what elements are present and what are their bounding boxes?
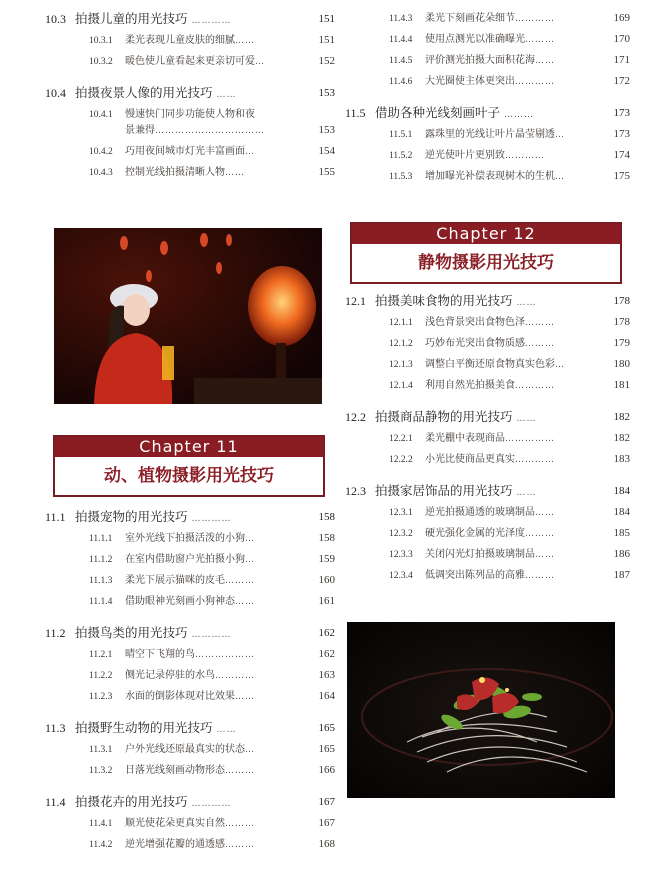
toc-subsection-entry — [45, 51, 335, 72]
subsection-number: 12.1.1 — [389, 318, 413, 328]
leader-dots: ……… — [525, 35, 555, 45]
subsection-number: 11.3.2 — [89, 766, 113, 776]
page-number: 173 — [613, 107, 630, 119]
page-number: 153 — [318, 87, 335, 99]
page-number: 153 — [318, 124, 335, 136]
toc-subsection-entry — [45, 30, 335, 51]
leader-dots: ………… — [215, 671, 255, 681]
toc-subsection-entry — [45, 104, 335, 141]
subsection-number: 11.1.4 — [89, 597, 113, 607]
page-number: 178 — [613, 295, 630, 307]
toc-subsection-entry — [345, 8, 630, 29]
page-number: 158 — [318, 532, 335, 544]
toc-section-entry — [45, 717, 335, 739]
leader-dots: ………… — [515, 77, 555, 87]
leader-dots: ………… — [515, 455, 555, 465]
subsection-title: 在室内借助窗户光拍摄小狗 — [125, 554, 245, 565]
leader-dots: ……… — [525, 529, 555, 539]
toc-subsection-entry — [45, 570, 335, 591]
subsection-number: 11.4.1 — [89, 819, 113, 829]
page-number: 165 — [318, 743, 335, 755]
section-gap — [45, 612, 335, 622]
subsection-number: 12.1.4 — [389, 381, 413, 391]
subsection-number: 10.4.3 — [89, 168, 113, 178]
toc-subsection-entry — [45, 813, 335, 834]
section-number: 11.4 — [45, 795, 66, 809]
page-number: 167 — [318, 796, 335, 808]
subsection-number: 12.3.2 — [389, 529, 413, 539]
toc-subsection-entry — [345, 523, 630, 544]
subsection-number: 10.4.1 — [89, 110, 113, 120]
page-number: 182 — [613, 411, 630, 423]
toc-subsection-entry — [45, 528, 335, 549]
section-number: 11.1 — [45, 510, 66, 524]
leader-dots: ……… — [525, 571, 555, 581]
section-title: 拍摄儿童的用光技巧 — [75, 11, 188, 26]
subsection-number: 12.1.2 — [389, 339, 413, 349]
leader-dots: ………… — [191, 630, 232, 640]
toc-subsection-entry — [45, 834, 335, 855]
page-number: 180 — [613, 358, 630, 370]
leader-dots: … — [245, 147, 255, 157]
subsection-title: 小光比使商品更真实 — [425, 454, 515, 465]
toc-section-entry — [345, 406, 630, 428]
toc-left-bottom-list — [45, 506, 335, 855]
subsection-title: 晴空下飞翔的鸟 — [125, 649, 195, 660]
section-title: 拍摄商品静物的用光技巧 — [375, 409, 513, 424]
leader-dots: ……… — [225, 766, 255, 776]
subsection-title: 控制光线拍摄清晰人物 — [125, 167, 225, 178]
section-title: 拍摄家居饰品的用光技巧 — [375, 483, 513, 498]
subsection-number: 12.2.2 — [389, 455, 413, 465]
toc-section-entry — [45, 622, 335, 644]
toc-subsection-entry — [345, 312, 630, 333]
leader-dots: …… — [535, 56, 555, 66]
leader-dots: ……… — [525, 318, 555, 328]
subsection-title: 水面的倒影体现对比效果 — [125, 691, 235, 702]
page-number: 186 — [613, 548, 630, 560]
page-number: 154 — [318, 145, 335, 157]
page-number: 151 — [318, 13, 335, 25]
leader-dots: …… — [225, 168, 245, 178]
leader-dots: …… — [516, 488, 537, 498]
subsection-title: 调整白平衡还原食物真实色彩 — [425, 359, 555, 370]
toc-subsection-entry — [345, 565, 630, 586]
leader-dots: ………… — [191, 799, 232, 809]
toc-left-top-list — [45, 8, 335, 183]
leader-dots: ………… — [515, 381, 555, 391]
toc-subsection-entry — [45, 760, 335, 781]
subsection-number: 11.2.3 — [89, 692, 113, 702]
page-number: 178 — [613, 316, 630, 328]
subsection-number: 11.1.1 — [89, 534, 113, 544]
toc-section-entry — [345, 480, 630, 502]
page-number: 173 — [613, 128, 630, 140]
subsection-title: 露珠里的光线让叶片晶莹剔透 — [425, 129, 555, 140]
page-number: 158 — [318, 511, 335, 523]
subsection-number: 11.3.1 — [89, 745, 113, 755]
subsection-title: 柔光下刻画花朵细节 — [425, 13, 515, 24]
night-portrait-photo — [54, 228, 322, 404]
toc-subsection-entry — [45, 739, 335, 760]
toc-subsection-entry — [345, 124, 630, 145]
toc-subsection-entry — [345, 50, 630, 71]
subsection-title: 室外光线下拍摄活泼的小狗 — [125, 533, 245, 544]
toc-subsection-entry — [345, 375, 630, 396]
subsection-title: 柔光棚中表现商品 — [425, 433, 505, 444]
section-title: 拍摄美味食物的用光技巧 — [375, 293, 513, 308]
subsection-title: 巧妙布光突出食物质感 — [425, 338, 525, 349]
subsection-number: 11.5.2 — [389, 151, 413, 161]
subsection-number: 11.2.2 — [89, 671, 113, 681]
subsection-title: 侧光记录停驻的水鸟 — [125, 670, 215, 681]
subsection-title: 柔光表现儿童皮肤的细腻 — [125, 35, 235, 46]
chapter-12-title: 静物摄影用光技巧 — [418, 253, 554, 273]
section-number: 12.1 — [345, 294, 366, 308]
page-number: 159 — [318, 553, 335, 565]
subsection-number: 11.5.3 — [389, 172, 413, 182]
subsection-number: 11.4.5 — [389, 56, 413, 66]
subsection-title: 低调突出陈列品的高雅 — [425, 570, 525, 581]
section-title: 拍摄宠物的用光技巧 — [75, 509, 188, 524]
leader-dots: …………………………… — [155, 126, 265, 136]
toc-section-entry — [345, 290, 630, 312]
leader-dots: …………… — [505, 434, 555, 444]
toc-subsection-entry — [345, 354, 630, 375]
section-number: 10.4 — [45, 86, 66, 100]
page-number: 171 — [613, 54, 630, 66]
section-title: 拍摄花卉的用光技巧 — [75, 794, 188, 809]
leader-dots: … — [555, 360, 565, 370]
page-number: 155 — [318, 166, 335, 178]
subsection-number: 11.5.1 — [389, 130, 413, 140]
section-gap — [45, 781, 335, 791]
toc-subsection-entry — [45, 591, 335, 612]
subsection-number: 12.3.3 — [389, 550, 413, 560]
subsection-title: 使用点测光以准确曝光 — [425, 34, 525, 45]
leader-dots: …… — [516, 414, 537, 424]
subsection-number: 12.1.3 — [389, 360, 413, 370]
page-number: 162 — [318, 627, 335, 639]
page-number: 163 — [318, 669, 335, 681]
page-number: 162 — [318, 648, 335, 660]
leader-dots: …… — [216, 90, 237, 100]
toc-subsection-entry — [45, 686, 335, 707]
subsection-number: 12.3.1 — [389, 508, 413, 518]
subsection-number: 11.4.2 — [89, 840, 113, 850]
toc-section-entry — [45, 82, 335, 104]
leader-dots: …… — [516, 298, 537, 308]
leader-dots: …… — [216, 725, 237, 735]
subsection-title: 柔光下展示猫咪的皮毛 — [125, 575, 225, 586]
chapter-11-banner — [53, 435, 325, 497]
page-number: 172 — [613, 75, 630, 87]
page-number: 164 — [318, 690, 335, 702]
page-number: 181 — [613, 379, 630, 391]
section-gap — [345, 92, 630, 102]
page-number: 184 — [613, 506, 630, 518]
subsection-title: 评价测光拍摄大面积花海 — [425, 55, 535, 66]
page-number: 167 — [318, 817, 335, 829]
page-number: 152 — [318, 55, 335, 67]
page-number: 185 — [613, 527, 630, 539]
toc-subsection-entry — [45, 162, 335, 183]
subsection-number: 10.3.2 — [89, 57, 113, 67]
toc-subsection-entry — [345, 502, 630, 523]
leader-dots: … — [555, 172, 565, 182]
subsection-number: 12.2.1 — [389, 434, 413, 444]
toc-subsection-entry — [45, 665, 335, 686]
page-number: 174 — [613, 149, 630, 161]
section-number: 12.3 — [345, 484, 366, 498]
leader-dots: …… — [235, 692, 255, 702]
food-dish-photo — [347, 622, 615, 798]
chapter-12-label: Chapter 12 — [352, 224, 620, 244]
leader-dots: … — [245, 555, 255, 565]
section-gap — [45, 72, 335, 82]
leader-dots: ………… — [191, 514, 232, 524]
leader-dots: ……… — [225, 819, 255, 829]
toc-section-entry — [45, 506, 335, 528]
chapter-12-banner — [350, 222, 622, 284]
page-number: 166 — [318, 764, 335, 776]
leader-dots: …… — [535, 550, 555, 560]
page-number: 179 — [613, 337, 630, 349]
page-number: 151 — [318, 34, 335, 46]
subsection-number: 11.2.1 — [89, 650, 113, 660]
section-number: 10.3 — [45, 12, 66, 26]
page-number: 182 — [613, 432, 630, 444]
toc-section-entry — [345, 102, 630, 124]
subsection-title: 浅色背景突出食物色泽 — [425, 317, 525, 328]
subsection-number: 11.4.4 — [389, 35, 413, 45]
leader-dots: ………… — [505, 151, 545, 161]
subsection-number: 11.1.2 — [89, 555, 113, 565]
leader-dots: ……… — [504, 110, 534, 120]
toc-section-entry — [45, 791, 335, 813]
leader-dots: ………… — [191, 16, 232, 26]
subsection-title: 暖色使儿童看起来更亲切可爱 — [125, 56, 255, 67]
subsection-title: 巧用夜间城市灯光丰富画面 — [125, 146, 245, 157]
toc-subsection-entry — [45, 141, 335, 162]
subsection-number: 10.3.1 — [89, 36, 113, 46]
chapter-11-title: 动、植物摄影用光技巧 — [104, 466, 274, 486]
subsection-title: 慢速快门同步功能使人物和夜 — [125, 109, 255, 120]
page-number: 187 — [613, 569, 630, 581]
leader-dots: ……… — [225, 840, 255, 850]
leader-dots: ………… — [515, 14, 555, 24]
subsection-title: 增加曝光补偿表现树木的生机 — [425, 171, 555, 182]
toc-subsection-entry — [345, 29, 630, 50]
page-number: 170 — [613, 33, 630, 45]
section-gap — [345, 396, 630, 406]
section-title: 拍摄夜景人像的用光技巧 — [75, 85, 213, 100]
subsection-title: 逆光增强花瓣的通透感 — [125, 839, 225, 850]
toc-subsection-entry — [345, 449, 630, 470]
toc-right-top-list — [345, 8, 630, 187]
leader-dots: ……… — [225, 576, 255, 586]
section-gap — [45, 707, 335, 717]
toc-subsection-entry — [345, 71, 630, 92]
section-title: 借助各种光线刻画叶子 — [375, 105, 501, 120]
leader-dots: …… — [535, 508, 555, 518]
page-number: 165 — [318, 722, 335, 734]
subsection-number: 11.4.6 — [389, 77, 413, 87]
section-number: 12.2 — [345, 410, 366, 424]
subsection-title: 顺光使花朵更真实自然 — [125, 818, 225, 829]
page-number: 175 — [613, 170, 630, 182]
subsection-title: 户外光线还原最真实的状态 — [125, 744, 245, 755]
toc-subsection-entry — [345, 145, 630, 166]
subsection-title: 逆光拍摄通透的玻璃制品 — [425, 507, 535, 518]
page-number: 183 — [613, 453, 630, 465]
toc-subsection-entry — [45, 549, 335, 570]
toc-subsection-entry — [45, 644, 335, 665]
page-number: 169 — [613, 12, 630, 24]
subsection-title-continued — [89, 123, 335, 139]
page-number: 161 — [318, 595, 335, 607]
leader-dots: … — [555, 130, 565, 140]
subsection-title: 利用自然光拍摄美食 — [425, 380, 515, 391]
section-number: 11.3 — [45, 721, 66, 735]
page-number: 160 — [318, 574, 335, 586]
leader-dots: … — [245, 745, 255, 755]
toc-subsection-entry — [345, 166, 630, 187]
subsection-title: 硬光强化金属的光泽度 — [425, 528, 525, 539]
page-number: 184 — [613, 485, 630, 497]
leader-dots: …… — [235, 36, 255, 46]
subsection-title: 逆光使叶片更别致 — [425, 150, 505, 161]
subsection-number: 11.1.3 — [89, 576, 113, 586]
chapter-11-label: Chapter 11 — [55, 437, 323, 457]
leader-dots: … — [245, 534, 255, 544]
toc-subsection-entry — [345, 428, 630, 449]
subsection-title: 关闭闪光灯拍摄玻璃制品 — [425, 549, 535, 560]
leader-dots: ……… — [525, 339, 555, 349]
section-number: 11.5 — [345, 106, 366, 120]
leader-dots: … — [255, 57, 265, 67]
toc-subsection-entry — [345, 544, 630, 565]
subsection-title-line2: 景兼得 — [125, 125, 155, 136]
food-dish-photo-svg — [347, 622, 615, 798]
toc-subsection-entry — [345, 333, 630, 354]
subsection-number: 10.4.2 — [89, 147, 113, 157]
leader-dots: …… — [235, 597, 255, 607]
subsection-title: 借助眼神光刻画小狗神态 — [125, 596, 235, 607]
subsection-number: 12.3.4 — [389, 571, 413, 581]
subsection-number: 11.4.3 — [389, 14, 413, 24]
subsection-title: 大光圈使主体更突出 — [425, 76, 515, 87]
toc-section-entry — [45, 8, 335, 30]
section-title: 拍摄野生动物的用光技巧 — [75, 720, 213, 735]
section-number: 11.2 — [45, 626, 66, 640]
night-portrait-photo-svg — [54, 228, 322, 404]
page-number: 168 — [318, 838, 335, 850]
section-gap — [345, 470, 630, 480]
section-title: 拍摄鸟类的用光技巧 — [75, 625, 188, 640]
toc-right-bottom-list — [345, 290, 630, 586]
subsection-title: 日落光线刻画动物形态 — [125, 765, 225, 776]
leader-dots: ……………… — [195, 650, 255, 660]
